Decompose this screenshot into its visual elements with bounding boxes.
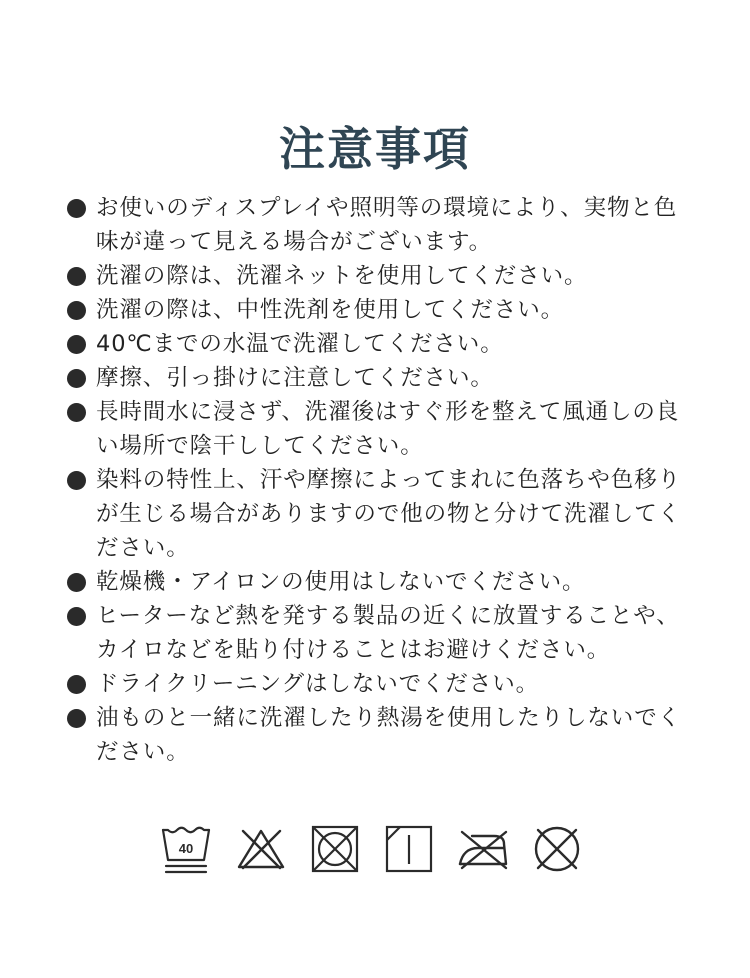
- list-item: [66, 463, 696, 565]
- note-text: ドライクリーニングはしないでください。: [96, 671, 540, 697]
- list-item: [66, 599, 696, 667]
- list-item: [66, 327, 696, 361]
- care-symbols: [160, 822, 584, 876]
- note-text: 摩擦、引っ掛けに注意してください。: [96, 365, 494, 391]
- bullet-icon: [67, 607, 86, 626]
- list-item: [66, 259, 696, 293]
- bullet-icon: [67, 709, 86, 728]
- notes-list: [66, 191, 696, 769]
- bullet-icon: [67, 335, 86, 354]
- note-text: 長時間水に浸さず、洗濯後はすぐ形を整えて風通しの良い場所で陰干ししてください。: [96, 399, 680, 459]
- list-item: [66, 565, 696, 599]
- note-text: 洗濯の際は、中性洗剤を使用してください。: [96, 297, 565, 323]
- note-text: 洗濯の際は、洗濯ネットを使用してください。: [96, 263, 588, 289]
- wash-40-gentle-icon: [160, 822, 214, 876]
- no-iron-icon: [456, 822, 510, 876]
- note-text: 40℃までの水温で洗濯してください。: [96, 331, 504, 357]
- list-item: [66, 395, 696, 463]
- bullet-icon: [67, 301, 86, 320]
- note-text: お使いのディスプレイや照明等の環境により、実物と色味が違って見える場合がございます。: [96, 195, 678, 255]
- bullet-icon: [67, 369, 86, 388]
- no-dry-clean-icon: [530, 822, 584, 876]
- note-text: 乾燥機・アイロンの使用はしないでください。: [96, 569, 586, 595]
- note-text: 染料の特性上、汗や摩擦によってまれに色落ちや色移りが生じる場合がありますので他の物と分けて洗濯してください。: [96, 467, 682, 561]
- list-item: [66, 361, 696, 395]
- bullet-icon: [67, 199, 86, 218]
- wash-temp-label: 40: [178, 841, 194, 856]
- bullet-icon: [67, 471, 86, 490]
- line-dry-icon: [382, 822, 436, 876]
- list-item: [66, 191, 696, 259]
- bullet-icon: [67, 573, 86, 592]
- no-tumble-dry-icon: [308, 822, 362, 876]
- page-title: 注意事項: [279, 121, 471, 176]
- bullet-icon: [67, 675, 86, 694]
- note-text: 油ものと一緒に洗濯したり熱湯を使用したりしないでください。: [96, 705, 682, 765]
- bullet-icon: [67, 403, 86, 422]
- list-item: [66, 667, 696, 701]
- list-item: [66, 293, 696, 327]
- list-item: [66, 701, 696, 769]
- note-text: ヒーターなど熱を発する製品の近くに放置することや、カイロなどを貼り付けることはお避けください。: [96, 603, 680, 663]
- bullet-icon: [67, 267, 86, 286]
- no-bleach-icon: [234, 822, 288, 876]
